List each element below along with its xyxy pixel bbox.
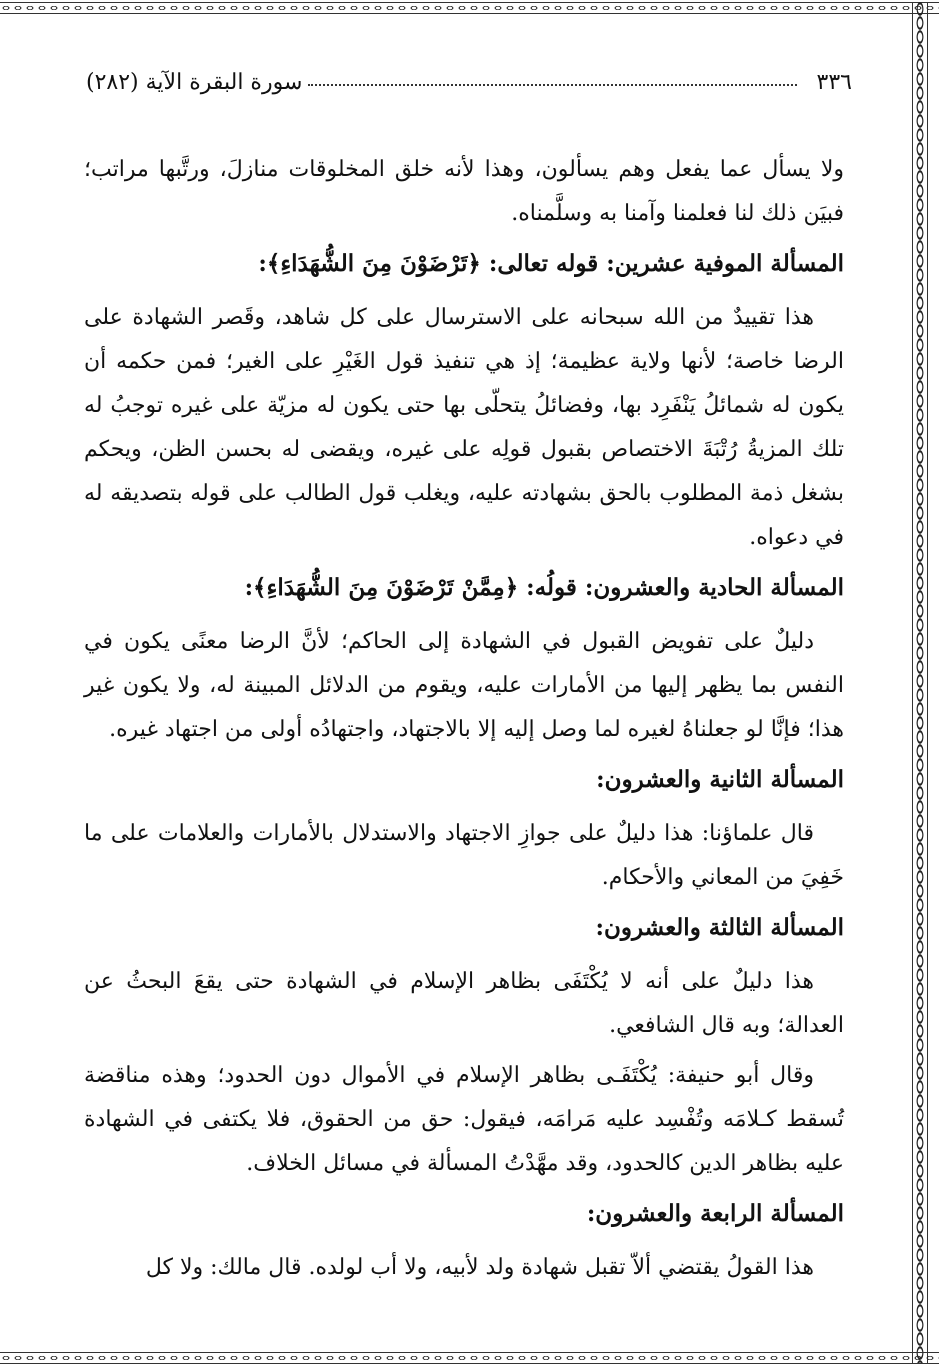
paragraph: هذا دليلٌ على أنه لا يُكْتَفَى بظاهر الإسلام في الشهادة حتى يقعَ البحثُ عن العدالة؛ وبه قال الشافعي.: [84, 969, 844, 1038]
section-heading-22: المسألة الثانية والعشرون:: [596, 766, 844, 793]
section-heading-23: المسألة الثالثة والعشرون:: [595, 914, 844, 941]
page-body: [84, 148, 844, 1296]
section-heading-24: المسألة الرابعة والعشرون:: [586, 1200, 844, 1227]
paragraph: وقال أبو حنيفة: يُكْتَفَـى بظاهر الإسلام في الأموال دون الحدود؛ وهذه مناقضة تُسقط كـلامَه وتُفْسِد عليه مَرامَه، فيقول: حق من الحقوق، فلا يكتفى في الشهادة عليه بظاهر الدين كالحدود، وقد مهَّدْتُ المسألة في مسائل الخلاف.: [84, 1063, 844, 1176]
header-leader-dots: [308, 84, 796, 86]
paragraph: هذا تقييدٌ من الله سبحانه على الاسترسال على كل شاهد، وقَصر الشهادة على الرضا خاصة؛ لأنها ولاية عظيمة؛ إذ هي تنفيذ قول الغَيْرِ على الغير؛ فمن حكمه أن يكون له شمائلُ يَنْفَرِد بها، وفضائلُ يتحلّى بها حتى يكون له مزيّة على غيره توجبُ له تلك المزيةُ رُتْبَةَ الاختصاص بقبول قولِه على غيره، ويقضى له بحسن الظن، ويحكم بشغل ذمة المطلوب بالحق بشهادته عليه، ويغلب قول الطالب على قوله بتصديقه له في دعواه.: [84, 305, 844, 550]
paragraph: دليلٌ على تفويض القبول في الشهادة إلى الحاكم؛ لأنَّ الرضا معنًى يكون في النفس بما يظهر إليها من الأمارات عليه، ويقوم من الدلائل المبينة له، ولا يكون غير هذا؛ فإنَّا لو جعلناهُ لغيره لما وصل إليه إلا بالاجتهاد، واجتهادُه أولى من اجتهاد غيره.: [84, 629, 844, 742]
surah-title: سورة البقرة الآية (٢٨٢): [86, 69, 303, 95]
running-header: [86, 62, 852, 102]
section-heading-20: المسألة الموفية عشرين: قوله تعالى: ﴿تَرْضَوْنَ مِنَ الشُّهَدَاءِ﴾:: [258, 250, 844, 277]
paragraph: ولا يسأل عما يفعل وهم يسألون، وهذا لأنه خلق المخلوقات منازلَ، ورتَّبها مراتب؛ فبيَن ذلك لنا فعلمنا وآمنا به وسلَّمناه.: [84, 157, 844, 226]
paragraph: قال علماؤنا: هذا دليلٌ على جوازِ الاجتهاد والاستدلال بالأمارات والعلامات على ما خَفِيَ من المعاني والأحكام.: [84, 821, 844, 890]
section-heading-21: المسألة الحادية والعشرون: قولُه: ﴿مِمَّنْ تَرْضَوْنَ مِنَ الشُّهَدَاءِ﴾:: [244, 574, 844, 601]
paragraph: هذا القولُ يقتضي ألاّ تقبل شهادة ولد لأبيه، ولا أب لولده. قال مالك: ولا كل: [145, 1255, 814, 1280]
right-chain-border: [912, 2, 928, 1364]
top-chain-border: [0, 2, 939, 14]
page-number: ٣٣٦: [816, 69, 852, 95]
bottom-chain-border: [0, 1352, 939, 1364]
